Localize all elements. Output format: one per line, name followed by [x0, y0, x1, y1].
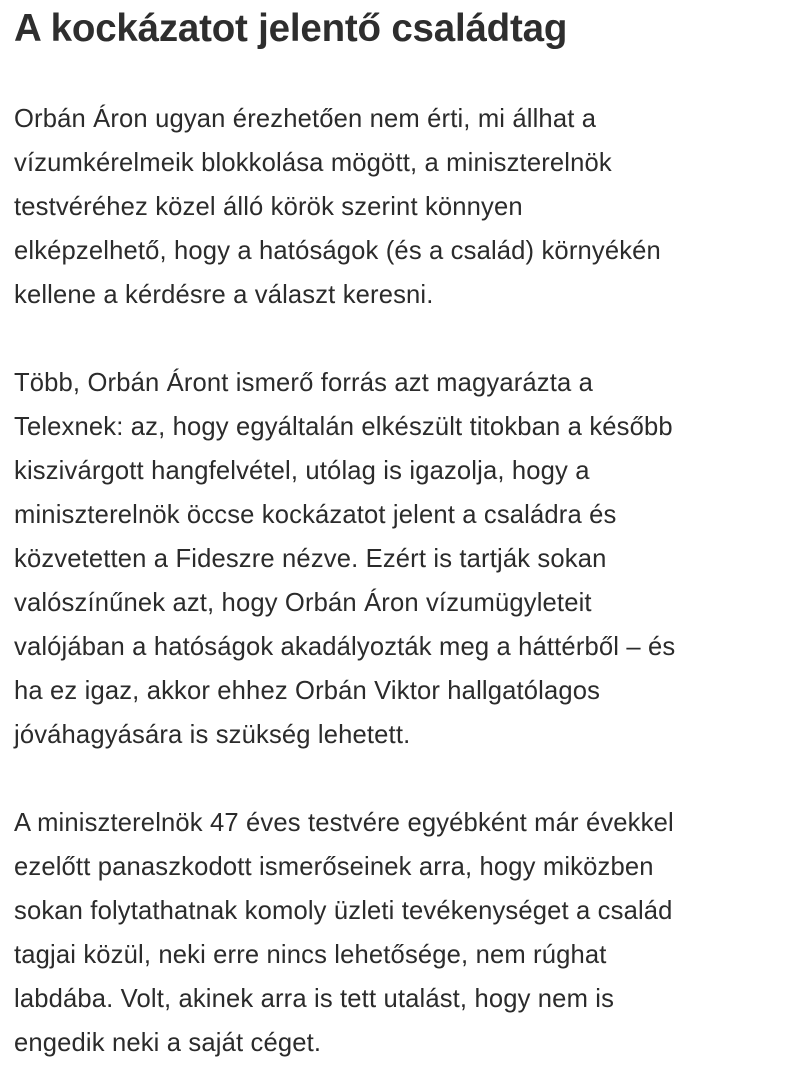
paragraph-line: közvetetten a Fideszre nézve. Ezért is tartják sokan [14, 545, 607, 573]
paragraph-line: testvéréhez közel álló körök szerint könnyen [14, 193, 523, 221]
paragraph-line: kiszivárgott hangfelvétel, utólag is igazolja, hogy a [14, 457, 590, 485]
paragraph-line: valójában a hatóságok akadályozták meg a háttérből – és [14, 633, 676, 661]
paragraph-line: sokan folytathatnak komoly üzleti tevékenységet a család [14, 897, 673, 925]
article-heading: A kockázatot jelentő családtag [14, 7, 568, 50]
paragraph-line: elképzelhető, hogy a hatóságok (és a család) környékén [14, 237, 661, 265]
article-paragraph-3 [14, 801, 795, 1065]
paragraph-line: tagjai közül, neki erre nincs lehetősége, nem rúghat [14, 941, 607, 969]
article-paragraph-2 [14, 361, 795, 757]
paragraph-line: miniszterelnök öccse kockázatot jelent a családra és [14, 501, 617, 529]
paragraph-line: kellene a kérdésre a választ keresni. [14, 281, 434, 309]
paragraph-line: ezelőtt panaszkodott ismerőseinek arra, hogy miközben [14, 853, 654, 881]
paragraph-line: jóváhagyására is szükség lehetett. [14, 721, 411, 749]
paragraph-line: Orbán Áron ugyan érezhetően nem érti, mi állhat a [14, 105, 597, 133]
paragraph-line: vízumkérelmeik blokkolása mögött, a miniszterelnök [14, 149, 612, 177]
article-paragraph-1 [14, 97, 795, 317]
paragraph-line: labdába. Volt, akinek arra is tett utalást, hogy nem is [14, 985, 615, 1013]
paragraph-line: Több, Orbán Áront ismerő forrás azt magyarázta a [14, 369, 594, 397]
paragraph-line: Telexnek: az, hogy egyáltalán elkészült titokban a később [14, 413, 673, 441]
paragraph-line: valószínűnek azt, hogy Orbán Áron vízumügyleteit [14, 589, 592, 617]
paragraph-line: A miniszterelnök 47 éves testvére egyébként már évekkel [14, 809, 674, 837]
paragraph-line: engedik neki a saját céget. [14, 1029, 322, 1057]
paragraph-line: ha ez igaz, akkor ehhez Orbán Viktor hallgatólagos [14, 677, 601, 705]
